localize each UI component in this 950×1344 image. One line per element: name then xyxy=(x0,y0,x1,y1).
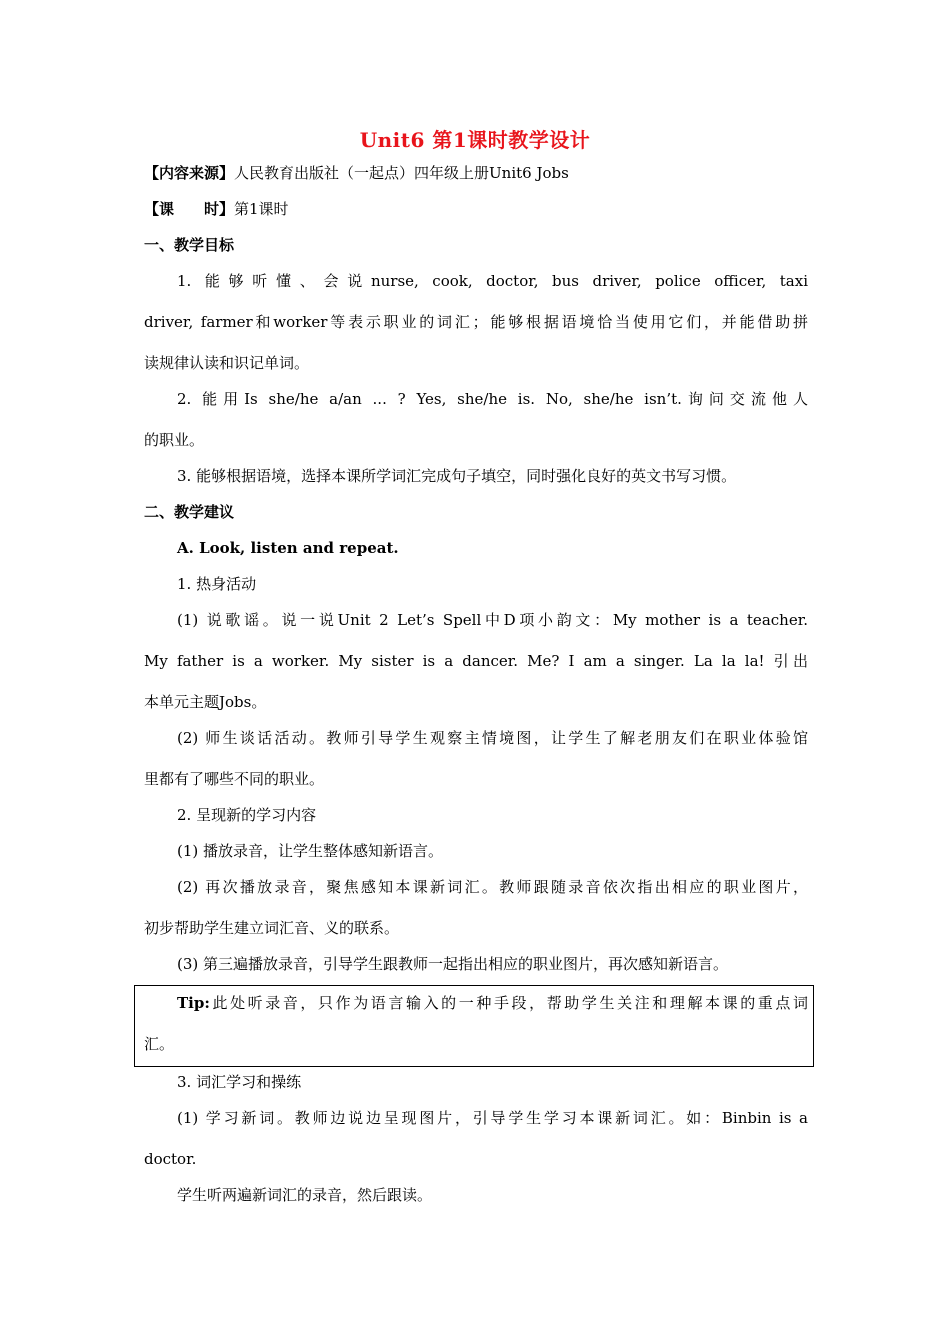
warmup-talk-line-2: 里都有了哪些不同的职业。 xyxy=(144,770,325,788)
tip-text: 此处听录音，只作为语言输入的一种手段，帮助学生关注和理解本课的重点词 xyxy=(209,994,808,1012)
warmup-chant-line-1: (1) 说歌谣。说一说Unit 2 Let’s Spell中D项小韵文：My mother is a teacher. xyxy=(177,611,808,629)
step-3-heading: 3. 词汇学习和操练 xyxy=(177,1073,302,1091)
period-line xyxy=(144,198,808,220)
period-text: 第1课时 xyxy=(234,200,289,218)
tip-label: Tip: xyxy=(177,994,210,1012)
section-heading-objectives: 一、教学目标 xyxy=(144,236,235,254)
objective-1-line-2: driver, farmer和worker等表示职业的词汇；能够根据语境恰当使用它们，并能借助拼 xyxy=(144,313,808,331)
section-heading-suggestions: 二、教学建议 xyxy=(144,503,235,521)
vocab-item-1-line-2: doctor. xyxy=(144,1150,197,1168)
source-label: 【内容来源】 xyxy=(144,164,235,182)
objective-1-line-1: 1. 能够听懂、会说nurse, cook, doctor, bus driver, police officer, taxi xyxy=(177,272,808,290)
present-item-2-line-1: (2) 再次播放录音，聚焦感知本课新词汇。教师跟随录音依次指出相应的职业图片， xyxy=(177,878,808,896)
objective-2-line-2: 的职业。 xyxy=(144,431,205,449)
warmup-chant-line-2: My father is a worker. My sister is a dancer. Me? I am a singer. La la la! 引出 xyxy=(144,652,808,670)
present-item-2-line-2: 初步帮助学生建立词汇音、义的联系。 xyxy=(144,919,400,937)
tip-line-2: 汇。 xyxy=(144,1035,175,1053)
page-title: Unit6 第1课时教学设计 xyxy=(359,128,591,152)
vocab-item-2: 学生听两遍新词汇的录音，然后跟读。 xyxy=(177,1186,433,1204)
present-item-1: (1) 播放录音，让学生整体感知新语言。 xyxy=(177,842,444,860)
step-1-heading: 1. 热身活动 xyxy=(177,575,257,593)
vocab-item-1-line-1: (1) 学习新词。教师边说边呈现图片，引导学生学习本课新词汇。如：Binbin is a xyxy=(177,1109,808,1127)
warmup-talk-line-1: (2) 师生谈话活动。教师引导学生观察主情境图，让学生了解老朋友们在职业体验馆 xyxy=(177,729,808,747)
period-label: 【课 时】 xyxy=(144,200,235,218)
objective-3-line-1: 3. 能够根据语境，选择本课所学词汇完成句子填空，同时强化良好的英文书写习惯。 xyxy=(177,467,737,485)
warmup-chant-line-3: 本单元主题Jobs。 xyxy=(144,693,267,711)
step-2-heading: 2. 呈现新的学习内容 xyxy=(177,806,317,824)
source-text: 人民教育出版社（一起点）四年级上册Unit6 Jobs xyxy=(234,164,569,182)
part-a-heading: A. Look, listen and repeat. xyxy=(177,539,399,557)
objective-1-line-3: 读规律认读和识记单词。 xyxy=(144,354,310,372)
present-item-3: (3) 第三遍播放录音，引导学生跟教师一起指出相应的职业图片，再次感知新语言。 xyxy=(177,955,729,973)
objective-2-line-1: 2. 能用Is she/he a/an ... ? Yes, she/he is. No, she/he isn’t.询问交流他人 xyxy=(177,390,808,408)
source-line xyxy=(144,162,808,184)
tip-line-1 xyxy=(177,992,808,1014)
